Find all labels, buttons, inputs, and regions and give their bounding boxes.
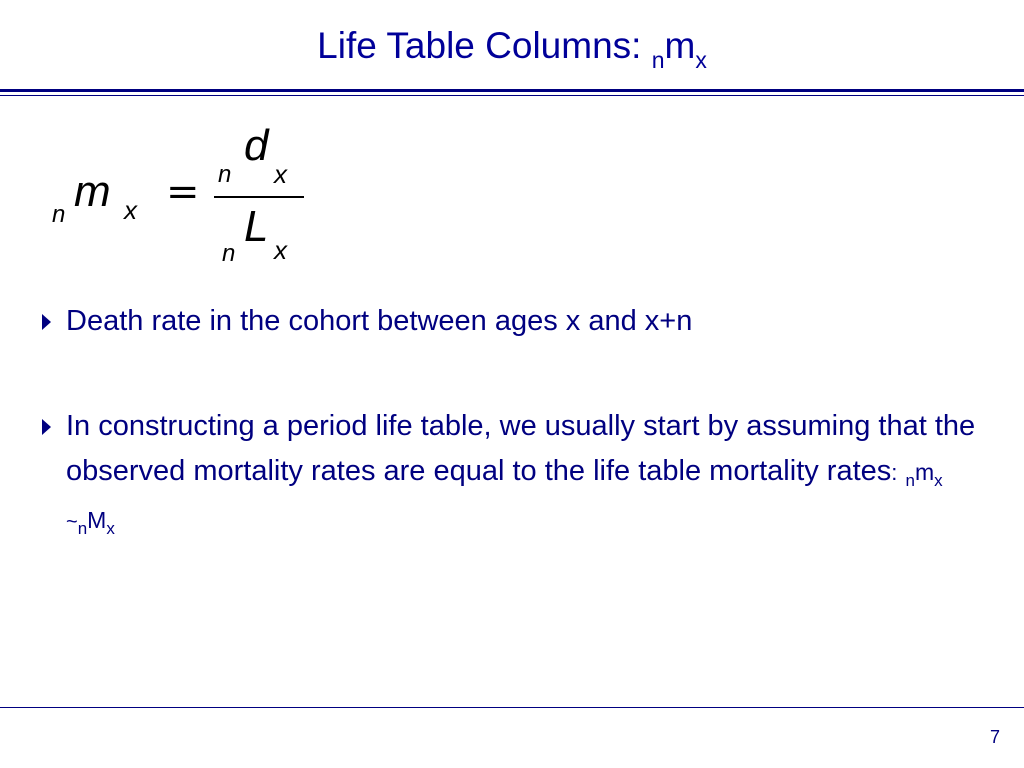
formula-numerator-d: d (244, 121, 269, 170)
bullet-item-period-life-table (42, 404, 982, 544)
title-subscript-n: n (651, 47, 665, 73)
inline-M: M (87, 507, 107, 533)
formula-numerator-subscript-x: x (274, 159, 287, 189)
formula-equals-sign: = (166, 169, 200, 215)
title-subscript-x: x (695, 47, 707, 73)
inline-tilde: ~ (66, 511, 78, 533)
inline-subscript-x: x (934, 471, 943, 490)
inline-subscript-x-2: x (106, 519, 115, 538)
slide-title (0, 22, 1024, 74)
triangle-bullet-icon (42, 314, 51, 330)
inline-subscript-n-2: n (77, 519, 88, 538)
formula-lhs-m: m (74, 167, 111, 216)
bullet-text: In constructing a period life table, we usually start by assuming that the observed mortality rates are equal to the life table mortality rates (66, 410, 976, 487)
bullet-colon: : (891, 460, 898, 485)
formula-denominator-subscript-n: n (222, 240, 236, 267)
formula-lhs-subscript-n: n (52, 201, 66, 228)
formula-fraction-bar (214, 196, 304, 198)
formula-numerator-subscript-n: n (218, 161, 232, 188)
death-rate-formula (48, 121, 328, 275)
triangle-bullet-icon (42, 419, 51, 435)
inline-subscript-n: n (905, 471, 915, 490)
formula-denominator-subscript-x: x (274, 235, 287, 265)
title-rule-thick (0, 89, 1024, 92)
bullet-text: Death rate in the cohort between ages x and x+n (66, 305, 693, 337)
footer-rule (0, 707, 1024, 708)
title-m: m (664, 25, 696, 66)
page-number: 7 (989, 727, 1000, 747)
bullet-text-container (66, 404, 982, 545)
bullet-item-death-rate (42, 299, 982, 344)
formula-lhs-subscript-x: x (124, 195, 137, 225)
formula-denominator-L: L (244, 202, 269, 251)
title-main: Life Table Columns: (317, 25, 652, 66)
inline-m: m (914, 459, 935, 485)
title-rule-thin (0, 95, 1024, 96)
